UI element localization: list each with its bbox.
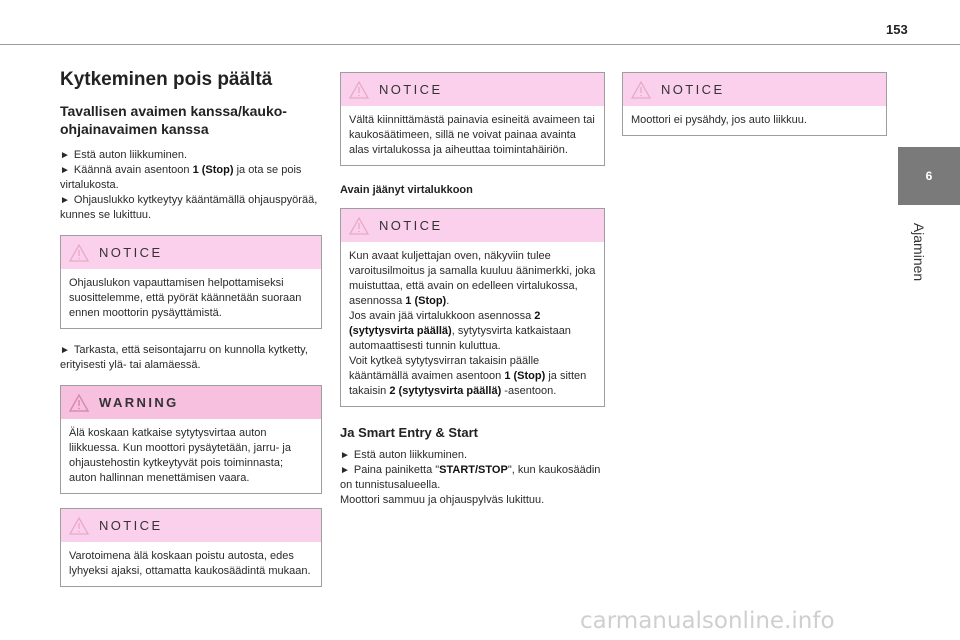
notice-label: NOTICE (99, 518, 163, 533)
notice-label: NOTICE (379, 218, 443, 233)
notice-text: Vältä kiinnittämästä painavia esineitä avaimeen tai kaukosäätimeen, sillä ne voivat painaa avainta alas virtalukossa ja aiheuttaa toimintahäiriön. (349, 114, 595, 156)
notice-box (340, 208, 605, 407)
notice-box (60, 508, 322, 587)
warning-triangle-icon (349, 217, 369, 235)
instruction-item: ► Tarkasta, että seisontajarru on kunnolla kytketty, erityisesti ylä- tai alamäessä. (60, 344, 308, 371)
arrow-bullet-icon: ► (340, 465, 350, 476)
warning-triangle-icon (69, 244, 89, 262)
notice-label: NOTICE (379, 82, 443, 97)
notice-text: Kun avaat kuljettajan oven, näkyviin tulee varoitusilmoitus ja samalla kuuluu äänimerkki, joka muistuttaa, että avain on edelleen virtalukossa, asennossa 1 (Stop). Jos avain jää virtalukkoon asennossa 2 (sytytysvirta päällä), sytytysvirta katkaistaan automaattisesti tunnin kuluttua. Voit kytkeä sytytysvirran takaisin päälle kääntämällä avaimen asentoon 1 (Stop) ja sitten takaisin 2 (sytytysvirta päällä) -asentoon. (349, 250, 596, 397)
notice-text: Moottori ei pysähdy, jos auto liikkuu. (631, 114, 807, 126)
arrow-bullet-icon: ► (60, 150, 70, 161)
subsection-title: Ja Smart Entry & Start (340, 425, 478, 440)
instruction-list: ► Estä auton liikkuminen. ► Käännä avain asentoon 1 (Stop) ja ota se pois virtalukosta. ► Ohjauslukko kytkeytyy kääntämällä ohjauspyörää, kunnes se lukittuu. (60, 149, 318, 221)
warning-triangle-icon (349, 81, 369, 99)
warning-triangle-icon (69, 517, 89, 535)
warning-triangle-icon (631, 81, 651, 99)
arrow-bullet-icon: ► (60, 195, 70, 206)
watermark: carmanualsonline.info (580, 608, 835, 634)
chapter-tab (898, 147, 960, 205)
notice-box (340, 72, 605, 166)
page-number: 153 (886, 22, 908, 37)
section-title: Kytkeminen pois päältä (60, 69, 273, 90)
instruction-list: ► Estä auton liikkuminen. ► Paina painiketta "START/STOP", kun kaukosäädin on tunnistusalueella. Moottori sammuu ja ohjauspylväs lukittuu. (340, 449, 601, 506)
subsection-title: Tavallisen avaimen kanssa/kauko-ohjainavaimen kanssa (60, 103, 287, 137)
notice-text: Ohjauslukon vapauttamisen helpottamiseksi suosittelemme, että pyörät käännetään suoraan ennen moottorin pysäyttämistä. (69, 277, 302, 319)
arrow-bullet-icon: ► (340, 450, 350, 461)
notice-label: NOTICE (661, 82, 725, 97)
column-1 (60, 68, 322, 601)
chapter-number: 6 (925, 169, 933, 183)
notice-text: Varotoimena älä koskaan poistu autosta, edes lyhyeksi ajaksi, ottamatta kaukosäädintä mukaan. (69, 550, 311, 577)
warning-label: WARNING (99, 395, 179, 410)
header-divider (0, 44, 960, 45)
arrow-bullet-icon: ► (60, 165, 70, 176)
arrow-bullet-icon: ► (60, 345, 70, 356)
notice-box (622, 72, 887, 136)
subsection-title: Avain jäänyt virtalukkoon (340, 184, 473, 196)
warning-triangle-icon (69, 394, 89, 412)
column-2 (340, 72, 605, 520)
chapter-title: Ajaminen (911, 222, 927, 282)
warning-text: Älä koskaan katkaise sytytysvirtaa auton liikkuessa. Kun moottori pysäytetään, jarru- ja ohjaustehostin kytkeytyvät pois toiminnasta; auton hallinnan menettämisen vaara. (69, 427, 291, 484)
notice-box (60, 235, 322, 329)
warning-box (60, 385, 322, 494)
column-3 (622, 72, 887, 150)
notice-label: NOTICE (99, 245, 163, 260)
